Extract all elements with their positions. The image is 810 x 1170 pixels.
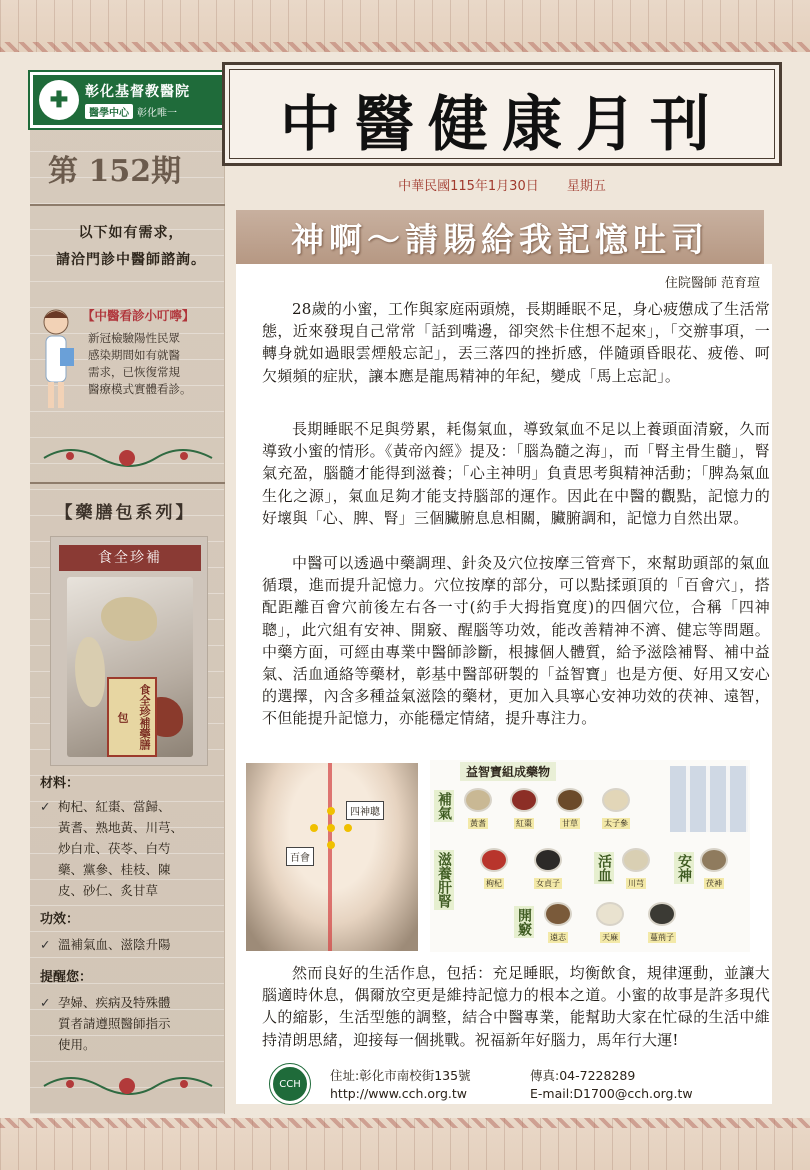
herb-dish [602, 788, 630, 812]
footer-fax: 傳真:04-7228289 [530, 1068, 636, 1083]
effects-list [40, 934, 218, 955]
hospital-logo [30, 72, 225, 128]
footer-address: 住址:彰化市南校街135號 [330, 1068, 471, 1083]
herb-category: 補氣 [436, 792, 452, 820]
herb-category: 活血 [596, 854, 612, 882]
herb-piece [75, 637, 105, 707]
herb-dish [464, 788, 492, 812]
article-paragraph: 長期睡眠不足與勞累，耗傷氣血，導致氣血不足以上養頭面清竅，久而導致小蜜的情形。《黃帝內經》提及：「腦為髓之海」，而「腎主骨生髓」，腎氣充盈，腦髓才能得到滋養；「心主神明」負責思考與精神活動；「脾為氣血生化之源」，氣血足夠才能支持腦部的運作。因此在中醫的觀點，記憶力的好壞與「心、脾、腎」三個臟腑息息相關，臟腑調和，記憶力自然出眾。 [262, 420, 770, 527]
acupoint-label-sishencong: 四神聰 [346, 801, 384, 820]
tips-line: 需求，已恢復常規 [88, 365, 180, 379]
materials-line: 黃耆、熟地黃、川芎、 [58, 820, 184, 835]
top-border [0, 0, 810, 52]
herb-name: 遠志 [550, 933, 566, 942]
herb-dish [544, 902, 572, 926]
dateline [222, 175, 782, 194]
materials-line: 枸杞、紅棗、當歸、 [58, 799, 171, 814]
acupoint-label-baihui: 百會 [286, 847, 314, 866]
footer-email[interactable]: E-mail:D1700@cch.org.tw [530, 1086, 693, 1101]
herb-package-image [67, 577, 193, 757]
herb-name: 蔓荊子 [650, 933, 674, 942]
reminder-line: 孕婦、疾病及特殊體 [58, 995, 171, 1010]
materials-heading: 材料： [40, 776, 80, 791]
divider [30, 482, 225, 484]
bottom-border [0, 1118, 810, 1170]
herb-name: 黃耆 [470, 819, 486, 828]
article-paragraph: 然而良好的生活作息，包括：充足睡眠，均衡飲食，規律運動，並讓大腦適時休息，偶爾放空更是維持記憶力的根本之道。小蜜的故事是許多現代人的縮影，生活型態的調整，結合中醫專業，能幫助大家在忙碌的生活中維持清朗思緒，迎接每一個挑戰。祝福新年好腦力，馬年行大運! [262, 964, 770, 1049]
materials-line: 炒白朮、茯苓、白芍 [58, 841, 171, 856]
article-paragraph: 28歲的小蜜，工作與家庭兩頭燒，長期睡眠不足，身心疲憊成了生活常態，近來發現自己常常「話到嘴邊，卻突然卡住想不起來」，「交辦事項，一轉身就如過眼雲煙般忘記」，丟三落四的挫折感，伴隨頭昏眼花、疲倦、呵欠頻頻的症狀，讓本應是龍馬精神的年紀，變成「馬上忘記」。 [262, 300, 770, 385]
nurse-icon [34, 304, 78, 414]
tips-line: 新冠檢驗陽性民眾 [88, 331, 180, 345]
tips-line: 感染期間如有就醫 [88, 348, 180, 362]
meridian-line [328, 763, 332, 951]
herb-dish [596, 902, 624, 926]
consult-note-line2: 請洽門診中醫師諮詢。 [56, 252, 206, 268]
product-tag: 食全珍補藥膳包 [107, 677, 157, 757]
consult-note [36, 220, 226, 274]
hospital-sub-text: 彰化唯一 [137, 108, 177, 119]
herb-name: 枸杞 [486, 879, 502, 888]
herb-name: 紅棗 [516, 819, 532, 828]
series-title: 【藥膳包系列】 [55, 503, 196, 523]
tips-body [88, 330, 222, 398]
herb-name: 甘草 [562, 819, 578, 828]
herb-category: 安神 [676, 854, 692, 882]
flourish-ornament [40, 1072, 215, 1100]
divider [30, 204, 225, 206]
issue-number: 第 152期 [48, 154, 182, 189]
herb-piece [101, 597, 157, 641]
herb-name: 太子參 [604, 819, 628, 828]
hospital-name: 彰化基督教醫院 [85, 84, 190, 100]
effects-heading: 功效： [40, 912, 80, 927]
herb-name: 川芎 [628, 879, 644, 888]
herb-dish [534, 848, 562, 872]
hospital-logo-icon: ✚ [39, 80, 79, 120]
article-paragraph: 中醫可以透過中藥調理、針灸及穴位按摩三管齊下，來幫助頭部的氣血循環，進而提升記憶力。穴位按摩的部分，可以點揉頭頂的「百會穴」，搭配距離百會穴前後左右各一寸(約手大拇指寬度)的四個穴位，合稱「四神聰」，此穴組有安神、開竅、醒腦等功效，能改善精神不濟、健忘等問題。中藥方面，可經由專業中醫師診斷，根據個人體質，給予滋陰補腎、補中益氣、活血通絡等藥材，彰基中醫部研製的「益智寶」也是方便、好用又安心的選擇，內含多種益氣滋陰的藥材，更加入具寧心安神功效的茯神、遠智，不但能提升記憶力，亦能穩定情緒，提升專注力。 [262, 554, 770, 728]
masthead [222, 62, 782, 166]
acupoint-markers [306, 803, 356, 853]
herb-dish [622, 848, 650, 872]
consult-note-line1: 以下如有需求， [78, 225, 184, 241]
herb-dish [510, 788, 538, 812]
reminder-heading: 提醒您： [40, 970, 93, 985]
materials-list [40, 796, 218, 901]
herb-category: 開竅 [516, 908, 532, 936]
check-icon: ✓ [40, 937, 51, 952]
materials-line: 皮、砂仁、炙甘草 [58, 883, 159, 898]
flourish-ornament [40, 444, 215, 472]
package-stack-image [670, 766, 748, 832]
materials-line: 藥、黨參、桂枝、陳 [58, 862, 171, 877]
herb-dish [648, 902, 676, 926]
issue-date: 中華民國115年1月30日 [398, 179, 539, 194]
herb-dish [480, 848, 508, 872]
hospital-sub-pill: 醫學中心 [85, 104, 133, 119]
check-icon: ✓ [40, 995, 51, 1010]
herb-dish [700, 848, 728, 872]
hospital-footer-logo: CCH [270, 1064, 310, 1104]
reminder-list [40, 992, 218, 1055]
product-card [50, 536, 208, 766]
herb-panel-title: 益智寶組成藥物 [460, 762, 556, 781]
reminder-line: 質者請遵照醫師指示 [58, 1016, 171, 1031]
herb-name: 女貞子 [536, 879, 560, 888]
reminder-line: 使用。 [58, 1037, 96, 1052]
herb-composition-panel [430, 760, 750, 952]
issue-weekday: 星期五 [566, 179, 606, 194]
footer-url[interactable]: http://www.cch.org.tw [330, 1086, 468, 1101]
acupoint-photo [246, 763, 418, 951]
masthead-title: 中醫健康月刊 [280, 90, 724, 160]
sidebar [30, 72, 225, 1114]
effects-line: 溫補氣血、滋陰升陽 [58, 937, 171, 952]
herb-name: 天麻 [602, 933, 618, 942]
herb-category: 滋養肝腎 [436, 852, 452, 908]
article-title: 神啊～請賜給我記憶吐司 [291, 220, 709, 259]
tips-title: 【中醫看診小叮嚀】 [82, 308, 195, 323]
herb-name: 茯神 [706, 879, 722, 888]
tips-line: 醫療模式實體看診。 [88, 382, 192, 396]
article-author: 住院醫師 范育瑄 [664, 276, 760, 291]
herb-dish [556, 788, 584, 812]
footer-contact [270, 1062, 750, 1108]
product-label: 食全珍補 [59, 545, 201, 571]
check-icon: ✓ [40, 799, 51, 814]
